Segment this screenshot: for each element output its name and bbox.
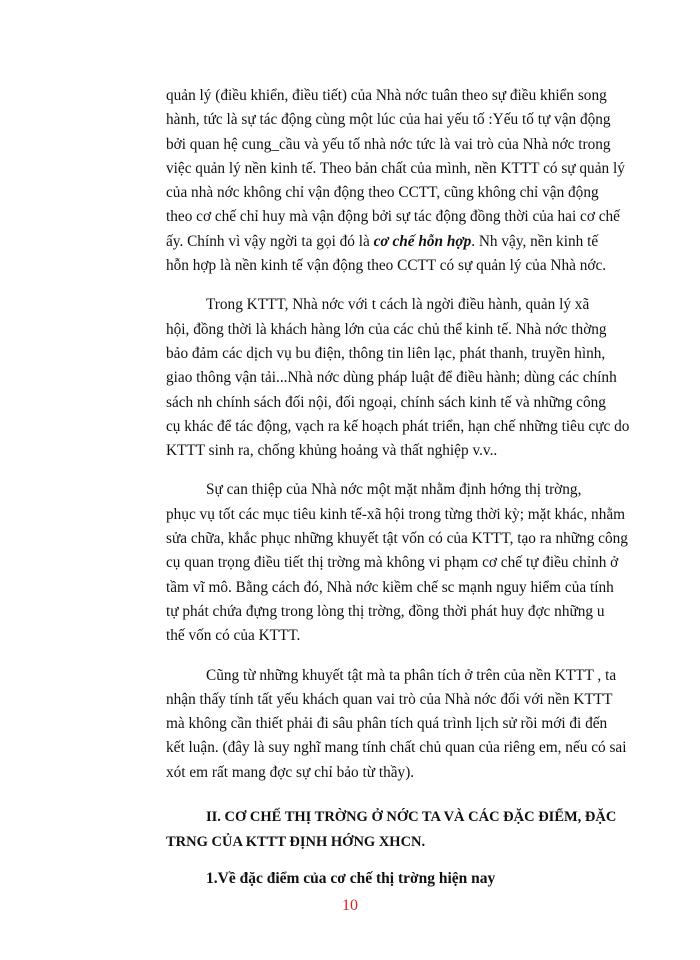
section-heading	[166, 805, 656, 854]
text-line: phục vụ tốt các mục tiêu kinh tế-xã hội trong từng thời kỳ; mặt khác, nhằm	[166, 505, 626, 523]
text-line: mà không cần thiết phải đi sâu phân tích quá trình lịch sử rồi mới đi đến	[166, 715, 608, 733]
text-line: cụ quan trọng điều tiết thị trờng mà không vi phạm cơ chế tự điều chỉnh ở	[166, 554, 619, 572]
text-line: sửa chữa, khắc phục những khuyết tật vốn có của KTTT, tạo ra những công	[166, 530, 628, 548]
text-segment: . Nh vậy, nền kinh tế	[471, 232, 599, 250]
text-line: kết luận. (đây là suy nghĩ mang tính chất chủ quan của riêng em, nếu có sai	[166, 739, 627, 757]
paragraph-4	[166, 664, 656, 785]
text-line: bởi quan hệ cung_cầu và yếu tố nhà nớc tức là vai trò của Nhà nớc trong	[166, 135, 611, 153]
text-line: hỗn hợp là nền kinh tế vận động theo CCTT có sự quản lý của Nhà nớc.	[166, 257, 607, 275]
heading-line: II. CƠ CHẾ THỊ TRỜNG Ở NỚC TA VÀ CÁC ĐẶC ĐIỂM, ĐẶC	[206, 809, 617, 826]
text-line: Cũng từ những khuyết tật mà ta phân tích ở trên của nền KTTT , ta	[206, 666, 617, 684]
paragraph-2	[166, 293, 656, 463]
heading-line: TRNG CỦA KTTT ĐỊNH HỚNG XHCN.	[166, 833, 426, 850]
text-line: sách nh chính sách đối nội, đối ngoại, chính sách kinh tế và những công	[166, 393, 606, 411]
emphasis-term: cơ chế hỗn hợp	[373, 232, 472, 250]
text-line: Trong KTTT, Nhà nớc với t cách là ngời điều hành, quản lý xã	[206, 296, 590, 314]
text-line: theo cơ chế chỉ huy mà vận động bởi sự tác động đồng thời của hai cơ chế	[166, 208, 620, 226]
text-line: việc quản lý nền kinh tế. Theo bản chất của mình, nền KTTT có sự quản lý	[166, 159, 625, 177]
text-line: thế vốn có của KTTT.	[166, 627, 301, 645]
page-content	[166, 84, 656, 888]
paragraph-1	[166, 84, 656, 278]
text-line: hành, tức là sự tác động cùng một lúc của hai yếu tố :Yếu tố tự vận động	[166, 111, 611, 129]
text-line: bảo đảm các dịch vụ bu điện, thông tin liên lạc, phát thanh, truyền hình,	[166, 344, 606, 362]
text-segment: ấy. Chính vì vậy ngời ta gọi đó là	[166, 232, 374, 250]
text-line: giao thông vận tải...Nhà nớc dùng pháp luật để điều hành; dùng các chính	[166, 369, 617, 387]
text-line: hội, đồng thời là khách hàng lớn của các chủ thể kinh tế. Nhà nớc thờng	[166, 320, 607, 338]
text-line-mixed	[166, 230, 656, 254]
text-line: KTTT sinh ra, chống khủng hoảng và thất nghiệp v.v..	[166, 442, 498, 460]
paragraph-3	[166, 478, 656, 648]
text-line: tầm vĩ mô. Bằng cách đó, Nhà nớc kiềm chế sc mạnh nguy hiểm của tính	[166, 578, 614, 596]
text-line: nhận thấy tính tất yếu khách quan vai trò của Nhà nớc đối với nền KTTT	[166, 690, 613, 708]
text-line: của nhà nớc không chỉ vận động theo CCTT, cũng không chỉ vận động	[166, 184, 599, 202]
text-line: Sự can thiệp của Nhà nớc một mặt nhằm định hớng thị trờng,	[206, 481, 582, 499]
text-line: xót em rất mang đợc sự chỉ bảo từ thầy).	[166, 763, 415, 781]
text-line: quản lý (điều khiển, điều tiết) của Nhà nớc tuân theo sự điều khiển song	[166, 87, 607, 104]
text-line: tự phát chứa đựng trong lòng thị trờng, đồng thời phát huy đợc những u	[166, 602, 605, 620]
subsection-heading: 1.Về đặc điểm của cơ chế thị trờng hiện nay	[206, 870, 496, 888]
page-number: 10	[342, 897, 358, 914]
text-line: cụ khác để tác động, vạch ra kế hoạch phát triển, hạn chế những tiêu cực do	[166, 417, 630, 435]
